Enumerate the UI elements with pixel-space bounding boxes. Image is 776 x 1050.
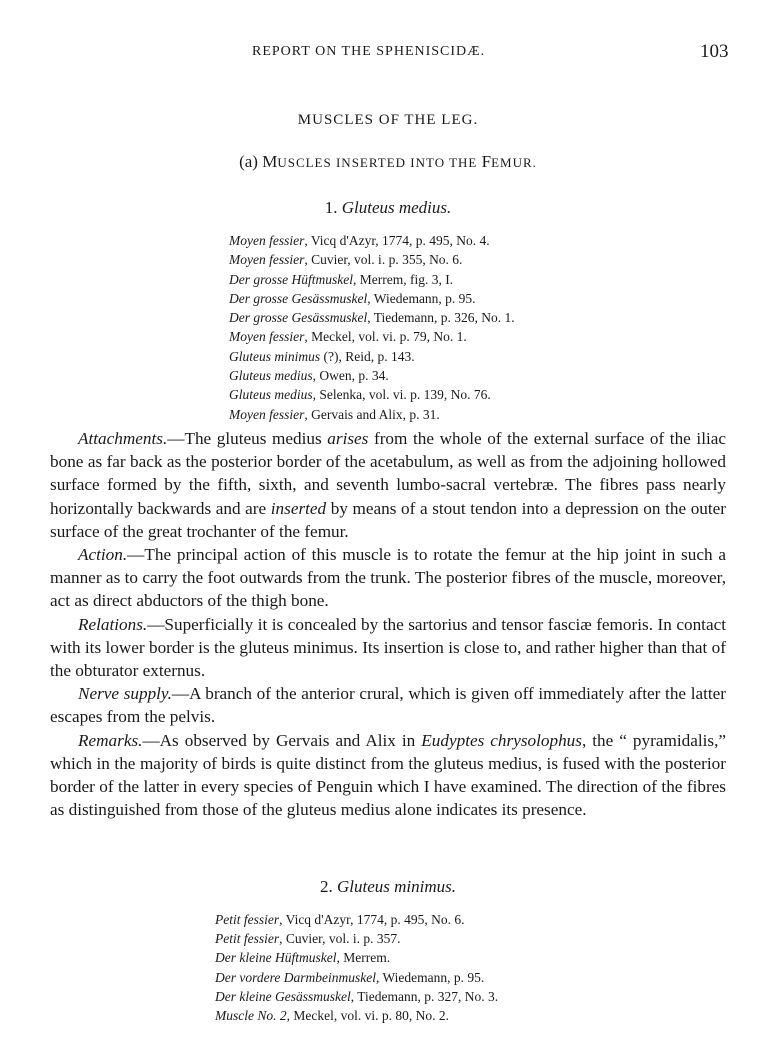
synonym-item (229, 250, 515, 269)
emphasis-term: inserted (270, 498, 327, 518)
synonym-ref: , Merrem, fig. 3, I. (353, 271, 454, 287)
synonym-item (215, 968, 498, 987)
subsection-text-2: EMUR. (491, 155, 537, 170)
paragraph-text: , the “ pyramidalis,” which in the majority of birds is quite distinct from the gluteus medius, is fused with the posterior border of the latter in every species of Penguin which I have examined. The direction of the fibres as distinguished from those of the gluteus medius alone indicates its presence. (50, 730, 726, 820)
paragraph-action (50, 543, 726, 613)
paragraph-label: Action. (78, 545, 128, 565)
paragraph-text: from the whole of the external surface of the iliac bone as far back as the posterior border of the acetabulum, as well as from the adjoining hollowed surface formed by the fifth, sixth, and seventh lumbo-sacral vertebræ. The fibres pass nearly horizontally backwards and are (50, 429, 726, 518)
synonym-ref: , Wiedemann, p. 95. (375, 969, 485, 985)
synonym-item (215, 948, 498, 967)
running-head (0, 41, 776, 68)
synonym-name: Gluteus medius (229, 387, 313, 403)
muscle-name: Gluteus minimus. (337, 877, 456, 896)
synonym-item (215, 1006, 498, 1025)
synonym-name: Muscle No. 2 (215, 1008, 287, 1024)
subsection-marker: (a) (239, 152, 258, 171)
paragraph-text: —The principal action of this muscle is to rotate the femur at the hip joint in such a manner as to carry the foot outwards from the trunk. The posterior fibres of the muscle, moreover, act as direct abductors of the thigh bone. (50, 545, 726, 611)
synonym-name: Der grosse Gesässmuskel (229, 310, 368, 326)
running-title: REPORT ON THE SPHENISCIDÆ. (252, 44, 486, 59)
emphasis-term: arises (327, 429, 369, 448)
synonym-ref: , Vicq d'Azyr, 1774, p. 495, No. 6. (279, 912, 465, 927)
synonym-ref: , Cuvier, vol. i. p. 357. (279, 931, 401, 947)
muscle-number: 2. (320, 877, 333, 896)
synonym-name: Gluteus medius (229, 368, 313, 384)
synonym-ref: , Merrem. (336, 950, 391, 966)
muscle-number: 1. (324, 198, 338, 217)
synonym-item (215, 987, 498, 1006)
paragraph-label: Relations. (78, 614, 148, 634)
muscle-name: Gluteus medius. (341, 198, 452, 217)
paragraph-attachments (50, 427, 726, 543)
synonym-item (229, 231, 515, 250)
subsection-initial-2: F (481, 152, 492, 171)
paragraph-text: —A branch of the anterior crural, which is given off immediately after the latter escapes from the pelvis. (50, 684, 726, 727)
synonym-name: Der kleine Gesässmuskel (215, 988, 351, 1004)
paragraph-text: —As observed by Gervais and Alix in (142, 730, 422, 750)
synonym-item (229, 366, 515, 385)
synonym-ref: , Wiedemann, p. 95. (367, 290, 476, 306)
synonym-list (229, 231, 515, 424)
synonym-item (229, 308, 515, 327)
synonym-ref: , Meckel, vol. vi. p. 79, No. 1. (304, 329, 467, 345)
paragraph-remarks (50, 729, 726, 822)
synonym-ref: , Tiedemann, p. 326, No. 1. (367, 310, 515, 326)
paragraph-nerve-supply (50, 682, 726, 728)
page-number: 103 (700, 41, 729, 62)
species-name: Eudyptes chrysolophus (421, 730, 582, 750)
subsection-text: USCLES INSERTED INTO THE (277, 155, 478, 170)
synonym-ref: , Meckel, vol. vi. p. 80, No. 2. (286, 1008, 449, 1024)
synonym-item (215, 929, 498, 948)
section-title: MUSCLES OF THE LEG. (297, 112, 479, 128)
synonym-name: Moyen fessier (229, 252, 305, 268)
subsection-title (0, 152, 776, 172)
paragraph-text: by means of a stout tendon into a depression on the outer surface of the great trochanter of the femur. (50, 498, 727, 541)
synonym-name: Der kleine Hüftmuskel (215, 950, 337, 966)
synonym-item (229, 385, 515, 404)
synonym-ref: , Owen, p. 34. (312, 368, 389, 384)
synonym-ref: , Selenka, vol. vi. p. 139, No. 76. (312, 387, 491, 403)
synonym-name: Der grosse Hüftmuskel (229, 271, 353, 287)
paragraph-text: —Superficially it is concealed by the sartorius and tensor fasciæ femoris. In contact with its lower border is the gluteus minimus. Its insertion is close to, and rather higher than that of the obturator externus. (50, 614, 726, 681)
synonym-name: Petit fessier (215, 931, 280, 947)
synonym-name: Moyen fessier (229, 233, 305, 248)
paragraph-label: Nerve supply. (78, 684, 172, 704)
body-text (50, 427, 726, 821)
synonym-name: Petit fessier (215, 912, 280, 927)
synonym-name: Gluteus minimus (229, 348, 321, 364)
synonym-name: Moyen fessier (229, 406, 305, 422)
paragraph-text: —The gluteus medius (167, 429, 328, 448)
synonym-ref: , Cuvier, vol. i. p. 355, No. 6. (304, 252, 463, 268)
paragraph-relations (50, 613, 726, 683)
synonym-item (229, 270, 515, 289)
synonym-item (229, 327, 515, 346)
synonym-ref: , Vicq d'Azyr, 1774, p. 495, No. 4. (304, 233, 490, 248)
synonym-ref: , Tiedemann, p. 327, No. 3. (350, 988, 499, 1004)
synonym-name: Der vordere Darmbeinmuskel (215, 969, 376, 985)
paragraph-label: Remarks. (78, 730, 143, 750)
muscle-heading (0, 877, 776, 897)
synonym-item (229, 405, 515, 424)
synonym-list (215, 910, 498, 1025)
synonym-item (229, 347, 515, 366)
paragraph-label: Attachments. (78, 429, 168, 448)
synonym-name: Der grosse Gesässmuskel (229, 290, 368, 306)
synonym-ref: , Gervais and Alix, p. 31. (304, 406, 440, 422)
synonym-item (229, 289, 515, 308)
synonym-ref: (?), Reid, p. 143. (320, 348, 415, 364)
muscle-heading (0, 198, 776, 218)
synonym-name: Moyen fessier (229, 329, 305, 345)
subsection-initial: M (262, 152, 278, 171)
synonym-item (215, 910, 498, 929)
